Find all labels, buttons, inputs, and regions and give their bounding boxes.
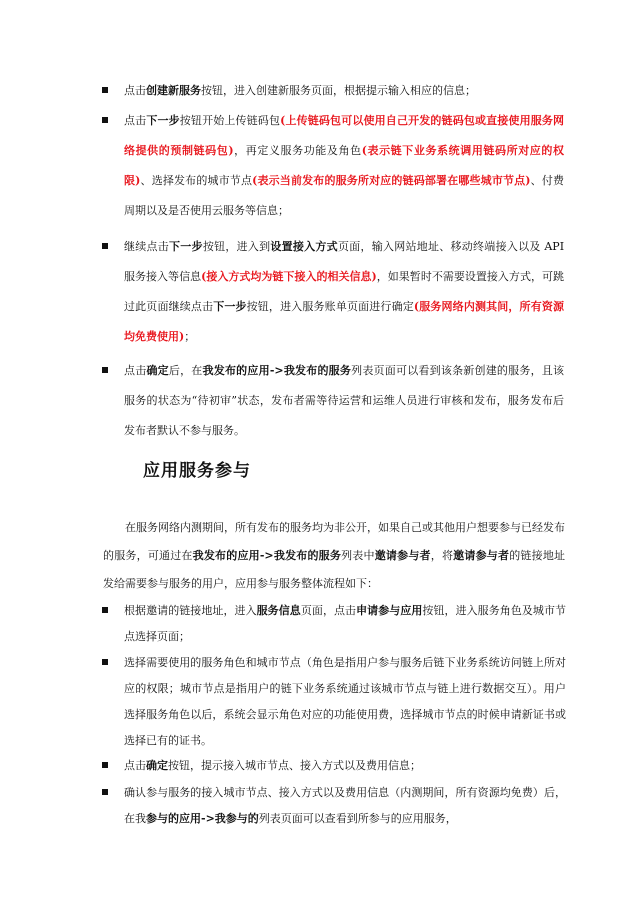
list-item-text: 点击确定后，在我发布的应用->我发布的服务列表页面可以看到该条新创建的服务，且该服务的状态为“待初审”状态，发布者需等待运营和运维人员进行审核和发布，服务发布后发布者默认不参与服务。 [124,364,565,437]
square-bullet-icon [102,762,108,768]
list-item [124,753,566,779]
list-item [124,106,564,226]
list-item-text: 点击确定按钮，提示接入城市节点、接入方式以及费用信息； [124,759,421,772]
list-item [124,650,566,754]
square-bullet-icon [102,367,108,373]
square-bullet-icon [102,117,108,123]
list-item-text: 点击下一步按钮开始上传链码包(上传链码包可以使用自己开发的链码包或直接使用服务网络提供的预制链码包)，再定义服务功能及角色(表示链下业务系统调用链码所对应的权限)、选择发布的城市节点(表示当前发布的服务所对应的链码部署在哪些城市节点)、付费周期以及是否使用云服务等信息； [124,114,565,217]
section-heading: 应用服务参与 [143,461,251,481]
list-item [124,780,566,832]
list-item-text: 确认参与服务的接入城市节点、接入方式以及费用信息（内测期间，所有资源均免费）后，在我参与的应用->我参与的列表页面可以查看到所参与的应用服务， [124,786,566,825]
list-item [124,598,566,650]
list-item-text: 继续点击下一步按钮，进入到设置接入方式页面，输入网站地址、移动终端接入以及 API 服务接入等信息(接入方式均为链下接入的相关信息)，如果暂时不需要设置接入方式，可跳过此页面继续点击下一步按钮，进入服务账单页面进行确定(服务网络内测其间，所有资源均免费使用)； [124,240,565,343]
square-bullet-icon [102,789,108,795]
list-item-text: 根据邀请的链接地址，进入服务信息页面，点击申请参与应用按钮，进入服务角色及城市节点选择页面； [124,604,567,643]
square-bullet-icon [102,243,108,249]
square-bullet-icon [102,607,108,613]
body-paragraph: 在服务网络内测期间，所有发布的服务均为非公开，如果自己或其他用户想要参与已经发布的服务，可通过在我发布的应用->我发布的服务列表中邀请参与者，将邀请参与者的链接地址发给需要参与服务的用户，应用参与服务整体流程如下： [103,521,566,590]
list-item [124,232,564,352]
list-item-text: 选择需要使用的服务角色和城市节点（角色是指用户参与服务后链下业务系统访问链上所对应的权限；城市节点是指用户的链下业务系统通过该城市节点与链上进行数据交互）。用户选择服务角色以后，系统会显示角色对应的功能使用费，选择城市节点的时候申请新证书或选择已有的证书。 [124,656,566,747]
list-item-text: 点击创建新服务按钮，进入创建新服务页面，根据提示输入相应的信息； [124,84,476,97]
list-item [124,76,564,106]
square-bullet-icon [102,659,108,665]
square-bullet-icon [102,87,108,93]
list-item [124,356,564,446]
